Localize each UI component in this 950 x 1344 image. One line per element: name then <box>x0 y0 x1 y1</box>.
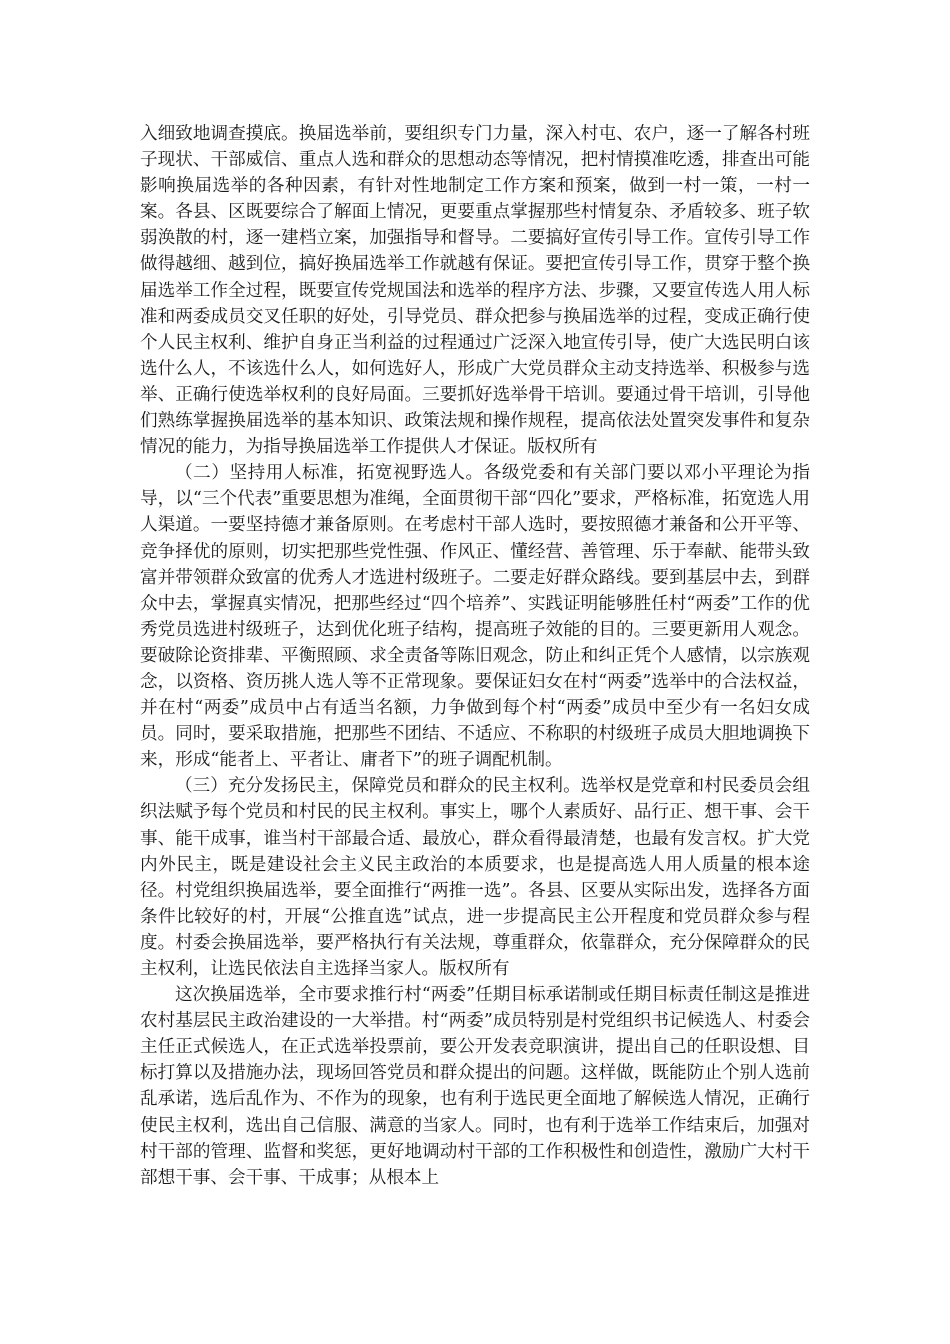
paragraph-4: 这次换届选举，全市要求推行村“两委”任期目标承诺制或任期目标责任制这是推进农村基层民主政治建设的一大举措。村“两委”成员特别是村党组织书记候选人、村委会主任正式候选人，在正式选举投票前，要公开发表竞职演讲，提出自己的任职设想、目标打算以及措施办法，现场回答党员和群众提出的问题。这样做，既能防止个别人选前乱承诺，选后乱作为、不作为的现象，也有利于选民更全面地了解候选人情况，正确行使民主权利，选出自己信服、满意的当家人。同时，也有利于选举工作结束后，加强对村干部的管理、监督和奖惩，更好地调动村干部的工作积极性和创造性，激励广大村干部想干事、会干事、干成事；从根本上 <box>140 985 810 1188</box>
paragraph-3: （三）充分发扬民主，保障党员和群众的民主权利。选举权是党章和村民委员会组织法赋予每个党员和村民的民主权利。事实上，哪个人素质好、品行正、想干事、会干事、能干成事，谁当村干部最合适、最放心，群众看得最清楚，也最有发言权。扩大党内外民主，既是建设社会主义民主政治的本质要求，也是提高选人用人质量的根本途径。村党组织换届选举，要全面推行“两推一选”。各县、区要从实际出发，选择各方面条件比较好的村，开展“公推直选”试点，进一步提高民主公开程度和党员群众参与程度。村委会换届选举，要严格执行有关法规，尊重群众，依靠群众，充分保障群众的民主权利，让选民依法自主选择当家人。版权所有 <box>140 776 810 979</box>
document-body <box>140 121 810 1191</box>
paragraph-1: 入细致地调查摸底。换届选举前，要组织专门力量，深入村屯、农户，逐一了解各村班子现状、干部威信、重点人选和群众的思想动态等情况，把村情摸准吃透，排查出可能影响换届选举的各种因素，有针对性地制定工作方案和预案，做到一村一策，一村一案。各县、区既要综合了解面上情况，更要重点掌握那些村情复杂、矛盾较多、班子软弱涣散的村，逐一建档立案，加强指导和督导。二要搞好宣传引导工作。宣传引导工作做得越细、越到位，搞好换届选举工作就越有保证。要把宣传引导工作，贯穿于整个换届选举工作全过程，既要宣传党规国法和选举的程序方法、步骤，又要宣传选人用人标准和两委成员交叉任职的好处，引导党员、群众把参与换届选举的过程，变成正确行使个人民主权利、维护自身正当利益的过程通过广泛深入地宣传引导，使广大选民明白该选什么人，不该选什么人，如何选好人，形成广大党员群众主动支持选举、积极参与选举、正确行使选举权利的良好局面。三要抓好选举骨干培训。要通过骨干培训，引导他们熟练掌握换届选举的基本知识、政策法规和操作规程，提高依法处置突发事件和复杂情况的能力，为指导换届选举工作提供人才保证。版权所有 <box>140 124 810 458</box>
paragraph-2: （二）坚持用人标准，拓宽视野选人。各级党委和有关部门要以邓小平理论为指导，以“三个代表”重要思想为准绳，全面贯彻干部“四化”要求，严格标准，拓宽选人用人渠道。一要坚持德才兼备原则。在考虑村干部人选时，要按照德才兼备和公开平等、竞争择优的原则，切实把那些党性强、作风正、懂经营、善管理、乐于奉献、能带头致富并带领群众致富的优秀人才选进村级班子。二要走好群众路线。要到基层中去，到群众中去，掌握真实情况，把那些经过“四个培养”、实践证明能够胜任村“两委”工作的优秀党员选进村级班子，达到优化班子结构，提高班子效能的目的。三要更新用人观念。要破除论资排辈、平衡照顾、求全责备等陈旧观念，防止和纠正凭个人感情，以宗族观念，以资格、资历挑人选人等不正常现象。要保证妇女在村“两委”选举中的合法权益，并在村“两委”成员中占有适当名额，力争做到每个村“两委”成员中至少有一名妇女成员。同时，要采取措施，把那些不团结、不适应、不称职的村级班子成员大胆地调换下来，形成“能者上、平者让、庸者下”的班子调配机制。 <box>140 463 810 771</box>
